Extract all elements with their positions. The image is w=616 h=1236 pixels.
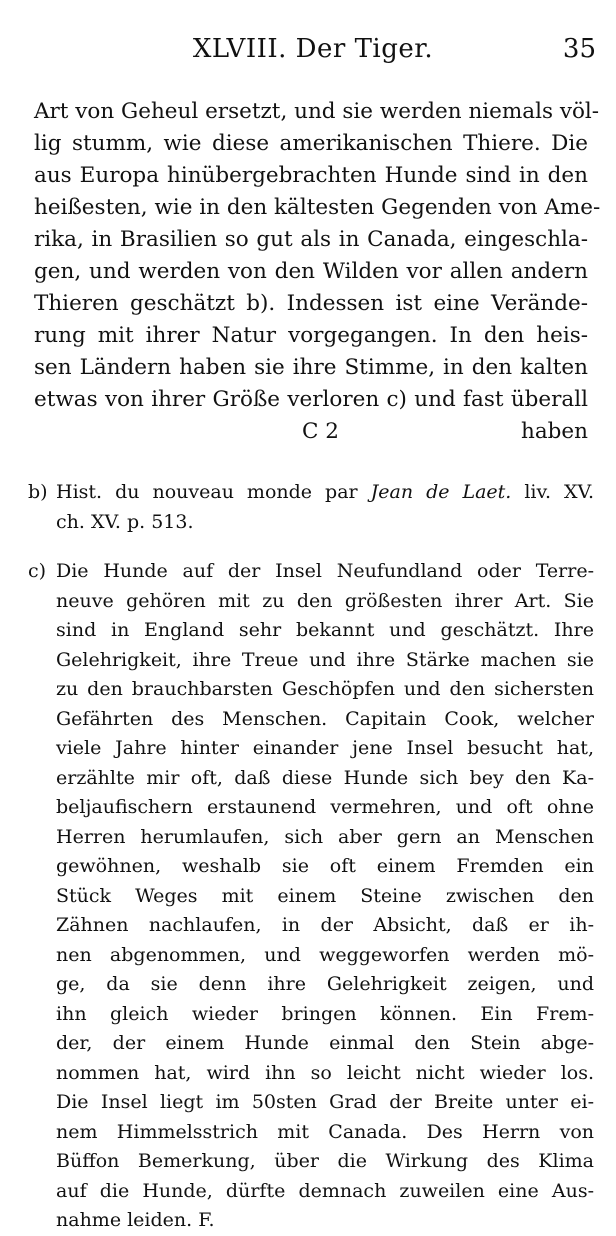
footnote-line: ge, da sie denn ihre Gelehrigkeit zeigen, und	[56, 973, 594, 995]
signature-line	[34, 416, 588, 448]
footnote-c	[28, 557, 594, 1236]
footnote-line	[56, 478, 594, 508]
text-line: gen, und werden von den Wilden vor allen andern	[34, 259, 588, 284]
author-name: Jean de Laet.	[370, 481, 512, 503]
footnote-line: ihn gleich wieder bringen können. Ein Frem-	[56, 1002, 594, 1025]
footnote-line: der, der einem Hunde einmal den Stein abge-	[56, 1032, 594, 1054]
footnote-line: Gelehrigkeit, ihre Treue und ihre Stärke machen sie	[56, 648, 594, 671]
text-line: lig stumm, wie diese amerikanischen Thiere. Die	[34, 131, 588, 156]
footnote-line: nahme leiden. F.	[56, 1209, 215, 1231]
footnote-line: nen abgenommen, und weggeworfen werden mö-	[56, 943, 594, 966]
footnote-text: Hist. du nouveau monde par	[56, 481, 358, 503]
page-number: 35	[562, 34, 596, 64]
footnote-line: beljaufischern erstaunend vermehren, und oft ohne	[56, 796, 594, 818]
footnote-line: Die Insel liegt im 50sten Grad der Breite unter ei-	[56, 1091, 594, 1113]
footnote-line: nem Himmelsstrich mit Canada. Des Herrn von	[56, 1120, 594, 1143]
catchword: haben	[521, 419, 588, 444]
footnote-line: neuve gehören mit zu den größesten ihrer Art. Sie	[56, 589, 594, 612]
footnote-b	[28, 478, 594, 537]
footnote-line: gewöhnen, weshalb sie oft einem Fremden ein	[56, 855, 594, 877]
page-header	[30, 34, 596, 74]
footnote-line: Gefährten des Menschen. Capitain Cook, welcher	[56, 707, 594, 730]
text-line: etwas von ihrer Größe verloren c) und fast überall	[34, 387, 588, 412]
footnote-line: Die Hunde auf der Insel Neufundland oder Terre-	[56, 560, 594, 582]
main-text	[34, 96, 601, 448]
footnote-line: auf die Hunde, dürfte demnach zuweilen eine Aus-	[56, 1179, 594, 1202]
text-line: rung mit ihrer Natur vorgegangen. In den heis-	[34, 323, 588, 348]
footnote-line: ch. XV. p. 513.	[56, 510, 194, 533]
footnote-line: zu den brauchbarsten Geschöpfen und den sichersten	[56, 678, 594, 700]
text-line: rika, in Brasilien so gut als in Canada, eingeschla-	[34, 227, 588, 252]
footnote-line: Herren herumlaufen, sich aber gern an Menschen	[56, 825, 594, 848]
text-line: Art von Geheul ersetzt, und sie werden niemals völ-	[34, 99, 600, 124]
footnote-line: sind in England sehr bekannt und geschätzt. Ihre	[56, 619, 594, 641]
footnotes	[28, 478, 594, 1236]
text-line: heißesten, wie in den kältesten Gegenden von Ame-	[34, 195, 601, 220]
text-line: sen Ländern haben sie ihre Stimme, in den kalten	[34, 355, 588, 380]
footnote-line: Stück Weges mit einem Steine zwischen den	[56, 884, 594, 907]
footnote-line: Büffon Bemerkung, über die Wirkung des Klima	[56, 1150, 594, 1172]
text-line: aus Europa hinübergebrachten Hunde sind in den	[34, 163, 588, 188]
footnote-line: nommen hat, wird ihn so leicht nicht wieder los.	[56, 1061, 594, 1084]
footnote-label: c)	[28, 560, 47, 582]
signature-mark: C 2	[302, 419, 339, 444]
footnote-line: viele Jahre hinter einander jene Insel besucht hat,	[56, 737, 594, 759]
footnote-line: erzählte mir oft, daß diese Hunde sich bey den Ka-	[56, 766, 594, 789]
footnote-line: Zähnen nachlaufen, in der Absicht, daß er ih-	[56, 914, 594, 936]
footnote-label: b)	[28, 481, 48, 503]
footnote-text: liv. XV.	[524, 481, 595, 503]
running-title: XLVIII. Der Tiger.	[192, 34, 434, 64]
text-line: Thieren geschätzt b). Indessen ist eine Verände-	[34, 291, 588, 316]
